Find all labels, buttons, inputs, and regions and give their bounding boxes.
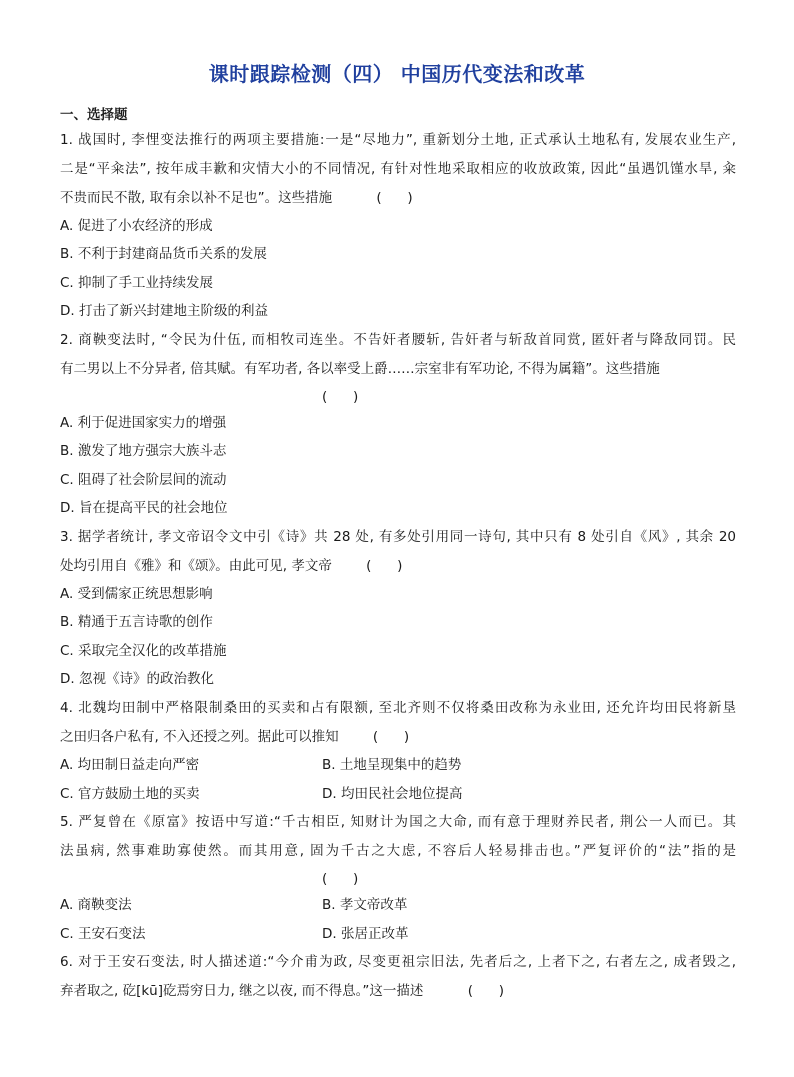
- q1-answer-blank[interactable]: ( ): [376, 190, 413, 206]
- q3-option-d[interactable]: D. 忽视《诗》的政治教化: [60, 671, 214, 687]
- q2-stem-line-2: 有二男以上不分异者, 倍其赋。有军功者, 各以率受上爵……宗室非有军功论, 不得为属籍”。这些措施: [60, 361, 660, 377]
- q2-option-a[interactable]: A. 利于促进国家实力的增强: [60, 415, 227, 431]
- q2-option-d[interactable]: D. 旨在提高平民的社会地位: [60, 500, 228, 516]
- q4-answer-blank[interactable]: ( ): [372, 729, 410, 745]
- q6-stem-text: 弃者取之, 矻[kū]矻焉穷日力, 继之以夜, 而不得息。”这一描述: [60, 983, 424, 999]
- q4-option-a[interactable]: A. 均田制日益走向严密: [60, 757, 200, 773]
- q1-option-a[interactable]: A. 促进了小农经济的形成: [60, 218, 213, 234]
- q1-stem-line-1: 1. 战国时, 李悝变法推行的两项主要措施:一是“尽地力”, 重新划分土地, 正式承认土地私有, 发展农业生产,: [60, 132, 736, 148]
- q3-option-a[interactable]: A. 受到儒家正统思想影响: [60, 586, 213, 602]
- q5-answer-paren[interactable]: ( ): [322, 871, 359, 887]
- q3-option-b[interactable]: B. 精通于五言诗歌的创作: [60, 614, 213, 630]
- q2-answer-blank[interactable]: [322, 388, 358, 406]
- page-title: 课时跟踪检测（四） 中国历代变法和改革: [208, 62, 586, 86]
- q2-option-c[interactable]: C. 阻碍了社会阶层间的流动: [60, 472, 227, 488]
- q1-option-c[interactable]: C. 抑制了手工业持续发展: [60, 275, 214, 291]
- q5-option-b[interactable]: B. 孝文帝改革: [322, 897, 408, 913]
- q6-stem-line-1: 6. 对于王安石变法, 时人描述道:“今介甫为政, 尽变更祖宗旧法, 先者后之, 上者下之, 右者左之, 成者毁之,: [60, 954, 736, 970]
- q6-answer-blank[interactable]: ( ): [467, 983, 504, 999]
- q4-option-b[interactable]: B. 土地呈现集中的趋势: [322, 757, 462, 773]
- q1-option-b[interactable]: B. 不利于封建商品货币关系的发展: [60, 246, 267, 262]
- q6-stem-line-2: [60, 982, 504, 1000]
- q4-option-d[interactable]: D. 均田民社会地位提高: [322, 786, 463, 802]
- q4-stem-text: 之田归各户私有, 不入还授之列。据此可以推知: [60, 729, 339, 745]
- q3-option-c[interactable]: C. 采取完全汉化的改革措施: [60, 643, 227, 659]
- q1-stem-line-3: [60, 189, 413, 207]
- q2-option-b[interactable]: B. 激发了地方强宗大族斗志: [60, 443, 227, 459]
- q3-stem-line-1: 3. 据学者统计, 孝文帝诏令文中引《诗》共 28 处, 有多处引用同一诗句, 其中只有 8 处引自《风》, 其余 20: [60, 529, 736, 545]
- q4-option-c[interactable]: C. 官方鼓励土地的买卖: [60, 786, 200, 802]
- section-heading: 一、选择题: [60, 107, 128, 123]
- q2-answer-paren[interactable]: ( ): [322, 389, 359, 405]
- q3-stem-text: 处均引用自《雅》和《颂》。由此可见, 孝文帝: [60, 558, 332, 574]
- q5-option-d[interactable]: D. 张居正改革: [322, 926, 409, 942]
- q1-stem-text: 不贵而民不散, 取有余以补不足也”。这些措施: [60, 190, 333, 206]
- q5-answer-blank[interactable]: [322, 870, 358, 888]
- q1-stem-line-2: 二是“平籴法”, 按年成丰歉和灾情大小的不同情况, 有针对性地采取相应的收放政策, 因此“虽遇饥馑水旱, 籴: [60, 161, 736, 177]
- q2-stem-line-1: 2. 商鞅变法时, “令民为什伍, 而相牧司连坐。不告奸者腰斩, 告奸者与斩敌首同赏, 匿奸者与降敌同罚。民: [60, 332, 736, 348]
- q4-stem-line-1: 4. 北魏均田制中严格限制桑田的买卖和占有限额, 至北齐则不仅将桑田改称为永业田, 还允许均田民将新垦: [60, 700, 736, 716]
- q5-stem-line-2: 法虽病, 然事难助寡使然。而其用意, 固为千古之大虑, 不容后人轻易排击也。”严复评价的“法”指的是: [60, 843, 736, 859]
- q4-stem-line-2: [60, 728, 409, 746]
- q1-option-d[interactable]: D. 打击了新兴封建地主阶级的利益: [60, 303, 268, 319]
- q5-stem-line-1: 5. 严复曾在《原富》按语中写道:“千古相臣, 知财计为国之大命, 而有意于理财养民者, 荆公一人而已。其: [60, 814, 736, 830]
- q5-option-a[interactable]: A. 商鞅变法: [60, 897, 132, 913]
- q3-answer-blank[interactable]: ( ): [366, 558, 403, 574]
- q3-stem-line-2: [60, 557, 402, 575]
- q5-option-c[interactable]: C. 王安石变法: [60, 926, 146, 942]
